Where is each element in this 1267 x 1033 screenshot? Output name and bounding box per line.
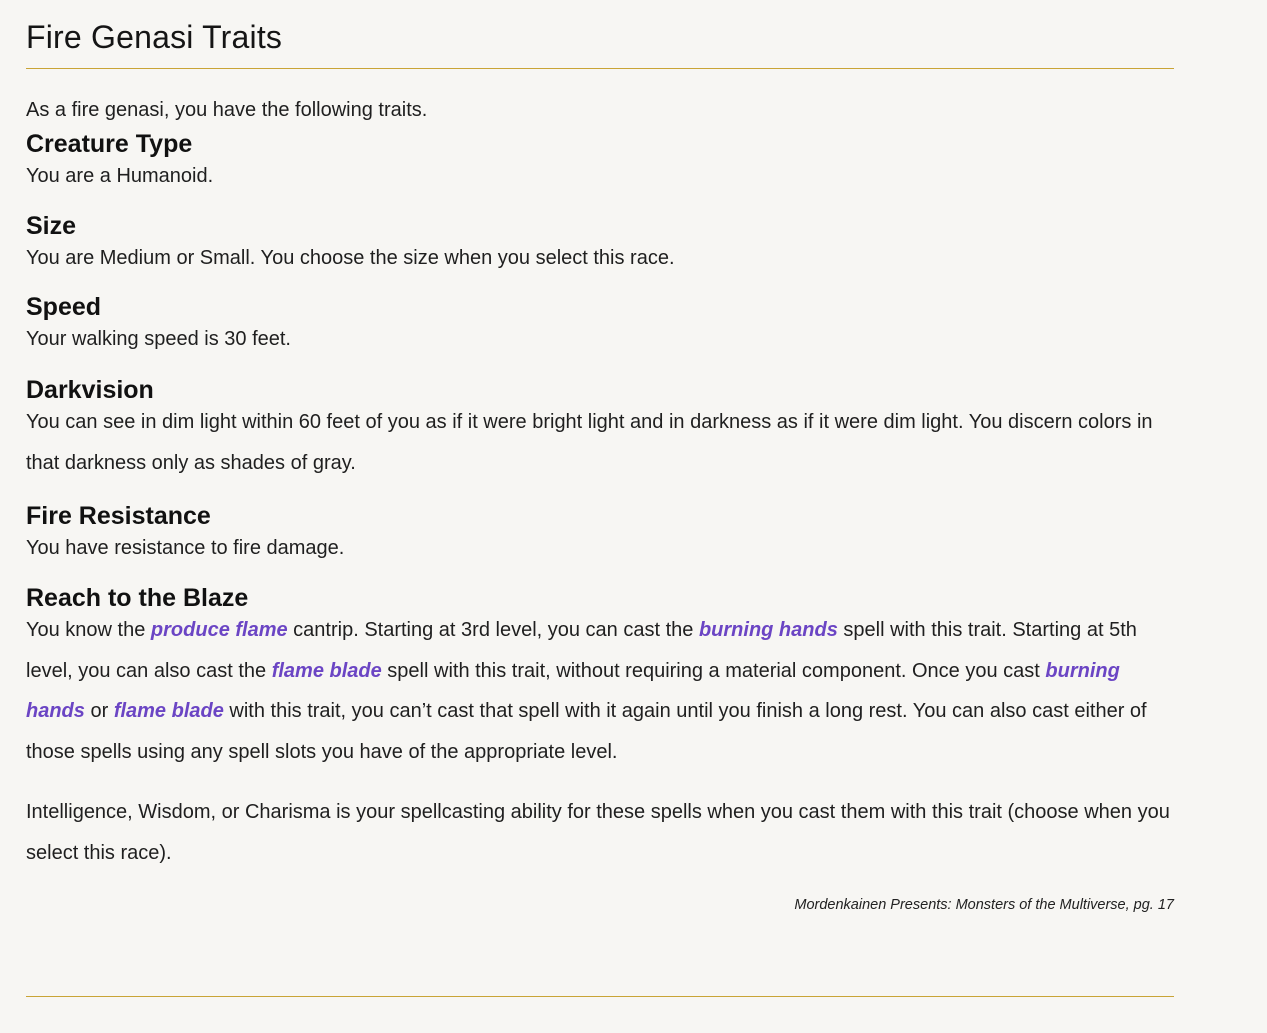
trait-text: You have resistance to fire damage. — [26, 537, 345, 559]
trait-heading: Size — [26, 212, 77, 240]
text-run: You know the — [26, 619, 151, 641]
trait-creature-type — [26, 129, 1174, 190]
text-run: or — [84, 700, 114, 722]
text-run: with this trait, you can’t cast that spell with it again until you finish a long rest. You can also cast either of those spells using any spell slots you have of the appropriate level. — [26, 700, 1147, 763]
trait-size — [26, 211, 1174, 272]
intro-text: As a fire genasi, you have the following traits. — [26, 99, 428, 121]
text-run: spell with this trait, without requiring a material component. Once you cast — [381, 659, 1046, 682]
trait-heading: Creature Type — [26, 130, 193, 158]
spell-link-burning-hands[interactable]: burning hands — [26, 659, 1120, 722]
trait-reach-to-the-blaze — [26, 583, 1174, 873]
spell-link-flame-blade[interactable]: flame blade — [113, 700, 224, 722]
bottom-divider — [26, 996, 1174, 997]
text-run: spell with this trait. Starting at 5th level, you can also cast the — [26, 619, 1137, 682]
trait-text: You are a Humanoid. — [26, 165, 214, 187]
spell-link-produce-flame[interactable]: produce flame — [150, 619, 288, 641]
trait-heading: Darkvision — [26, 376, 154, 404]
trait-heading: Fire Resistance — [26, 502, 211, 530]
trait-text: Your walking speed is 30 feet. — [26, 328, 291, 350]
trait-speed — [26, 292, 1174, 353]
trait-text: You can see in dim light within 60 feet of you as if it were bright light and in darkness as if it were dim light. You discern colors in that darkness only as shades of gray. — [26, 411, 1153, 474]
page-title: Fire Genasi Traits — [26, 19, 283, 55]
trait-heading: Speed — [26, 293, 102, 321]
trait-fire-resistance — [26, 501, 1174, 562]
trait-text: Intelligence, Wisdom, or Charisma is your spellcasting ability for these spells when you cast them with this trait (choose when you select this race). — [26, 801, 1170, 864]
title-divider — [26, 68, 1174, 69]
trait-heading: Reach to the Blaze — [26, 584, 249, 612]
text-run: cantrip. Starting at 3rd level, you can cast the — [287, 619, 699, 641]
source-citation: Mordenkainen Presents: Monsters of the Multiverse, pg. 17 — [794, 897, 1174, 913]
trait-text — [26, 610, 1174, 772]
trait-section — [26, 0, 1174, 914]
trait-text: You are Medium or Small. You choose the size when you select this race. — [26, 247, 675, 269]
trait-darkvision — [26, 375, 1174, 483]
spell-link-flame-blade[interactable]: flame blade — [271, 659, 382, 682]
spell-link-burning-hands[interactable]: burning hands — [698, 619, 838, 641]
